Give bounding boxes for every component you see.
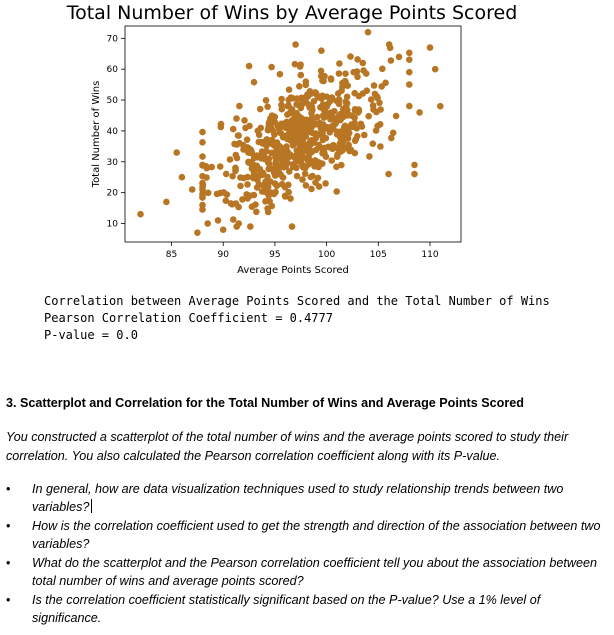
data-point [278,96,285,103]
x-axis-ticks [166,242,439,260]
data-point [299,95,306,102]
bullet-icon: • [6,556,11,570]
y-tick-label: 30 [106,157,118,168]
data-point [235,132,242,139]
question-list [6,480,610,627]
data-point [244,136,251,143]
data-point [348,121,355,128]
data-point [370,106,377,113]
data-point [318,95,325,102]
data-point [406,50,413,57]
data-point [199,191,206,198]
data-point [432,66,439,73]
x-tick-label: 105 [369,250,387,260]
data-point [333,164,340,171]
data-point [235,220,242,227]
data-point [194,229,201,236]
data-point [279,106,286,113]
data-point [263,189,270,196]
data-point [266,161,273,168]
question-text: Is the correlation coefficient statistically significant based on the P-value? Use a 1% level of significance. [32,593,541,625]
data-point [406,56,413,63]
data-point [378,83,385,90]
data-point [199,153,206,160]
data-point [320,78,327,85]
data-point [312,120,319,127]
data-point [230,216,237,223]
data-point [396,54,403,61]
question-text[interactable]: In general, how are data visualization techniques used to study relationship trends between two variables? [32,482,564,514]
data-point [322,108,329,115]
data-point [327,109,334,116]
data-point [290,161,297,168]
data-point [199,202,206,209]
data-point [288,94,295,101]
y-tick-label: 60 [106,65,118,76]
data-point [205,190,212,197]
data-point [295,102,302,109]
data-point [254,166,261,173]
data-point [285,182,292,189]
data-point [341,111,348,118]
data-point [230,126,237,133]
data-point [299,176,306,183]
data-point [262,198,269,205]
data-point [303,182,310,189]
data-point [264,103,271,110]
data-point [240,146,247,153]
data-point [250,173,257,180]
data-point [345,128,352,135]
data-point [237,174,244,181]
data-point [338,134,345,141]
data-point [246,63,253,70]
data-points [137,29,443,236]
data-point [234,141,241,148]
x-axis-label: Average Points Scored [237,265,349,276]
data-point [189,186,196,193]
data-point [285,102,292,109]
question-item [6,517,610,553]
data-point [321,114,328,121]
data-point [327,116,334,123]
data-point [232,165,239,172]
data-point [269,112,276,119]
data-point [336,101,343,108]
data-point [372,91,379,98]
data-point [292,41,299,48]
data-point [406,81,413,88]
data-point [199,139,206,146]
data-point [229,173,236,180]
data-point [277,171,284,178]
data-point [328,157,335,164]
data-point [260,182,267,189]
data-point [294,173,301,180]
data-point [308,174,315,181]
data-point [328,76,335,83]
data-point [137,211,144,218]
data-point [235,204,242,211]
data-point [242,125,249,132]
data-point [264,136,271,143]
data-point [251,79,258,86]
question-text: What do the scatterplot and the Pearson correlation coefficient tell you about the association between total number of wins and average points scored? [32,556,597,588]
chart-title: Total Number of Wins by Average Points Scored [66,2,518,24]
data-point [315,175,322,182]
data-point [360,60,367,67]
data-point [342,79,349,86]
data-point [329,94,336,101]
output-line-pvalue: P-value = 0.0 [44,328,138,342]
data-point [234,155,241,162]
data-point [295,115,302,122]
stats-output [44,293,550,344]
data-point [263,143,270,150]
data-point [215,217,222,224]
data-point [411,162,418,169]
data-point [290,142,297,149]
data-point [371,82,378,89]
data-point [349,113,356,120]
bullet-icon: • [6,593,11,607]
data-point [286,168,293,175]
data-point [347,53,354,60]
y-tick-label: 10 [106,219,118,230]
data-point [342,98,349,105]
data-point [437,103,444,110]
data-point [263,97,270,104]
data-point [306,151,313,158]
data-point [387,45,394,52]
text-cursor [91,499,92,513]
data-point [270,127,277,134]
data-point [247,192,254,199]
data-point [261,153,268,160]
data-point [227,156,234,163]
data-point [199,129,206,136]
data-point [346,148,353,155]
data-point [247,223,254,230]
data-point [286,86,293,93]
data-point [173,149,180,156]
data-point [288,110,295,117]
question-item [6,480,610,516]
x-tick-label: 100 [318,250,336,260]
data-point [179,174,186,181]
data-point [351,90,358,97]
data-point [339,147,346,154]
data-point [276,151,283,158]
data-point [313,130,320,137]
data-point [316,159,323,166]
data-point [366,153,373,160]
data-point [233,115,240,122]
data-point [254,184,261,191]
data-point [377,106,384,113]
data-point [427,44,434,51]
data-point [393,113,400,120]
data-point [361,132,368,139]
data-point [350,69,357,76]
data-point [316,142,323,149]
bullet-icon: • [6,519,11,533]
data-point [303,82,310,89]
question-item [6,554,610,590]
y-tick-label: 20 [106,188,118,199]
data-point [406,69,413,76]
data-point [272,166,279,173]
data-point [309,104,316,111]
section-heading: 3. Scatterplot and Correlation for the Total Number of Wins and Average Points Scored [6,396,524,410]
data-point [342,70,349,77]
data-point [411,171,418,178]
data-point [248,150,255,157]
data-point [360,67,367,74]
data-point [199,184,206,191]
question-item [6,591,610,627]
data-point [296,83,303,90]
data-point [329,143,336,150]
data-point [318,47,325,54]
output-line-pearson: Pearson Correlation Coefficient = 0.4777 [44,311,333,325]
data-point [308,90,315,97]
data-point [326,126,333,133]
data-point [268,64,275,71]
x-tick-label: 95 [269,250,281,260]
data-point [374,123,381,130]
data-point [223,171,230,178]
data-point [377,143,384,150]
data-point [277,71,284,78]
data-point [278,161,285,168]
data-point [336,70,343,77]
data-point [368,96,375,103]
data-point [358,121,365,128]
data-point [322,180,329,187]
data-point [292,61,299,68]
data-point [274,139,281,146]
data-point [241,117,248,124]
data-point [272,189,279,196]
data-point [302,170,309,177]
output-line-correlation: Correlation between Average Points Scored and the Total Number of Wins [44,294,550,308]
data-point [203,174,210,181]
data-point [249,203,256,210]
data-point [333,188,340,195]
data-point [224,191,231,198]
data-point [360,90,367,97]
y-axis-ticks [107,34,125,229]
data-point [325,100,332,107]
data-point [272,172,279,179]
data-point [244,181,251,188]
data-point [302,165,309,172]
data-point [316,183,323,190]
x-tick-label: 90 [217,250,229,260]
y-tick-label: 40 [106,126,118,137]
data-point [199,162,206,169]
question-section [6,396,610,628]
data-point [220,226,227,233]
scatter-chart [0,0,614,290]
x-tick-label: 85 [165,250,178,260]
data-point [274,183,281,190]
data-point [365,113,372,120]
bullet-icon: • [6,482,11,496]
y-tick-label: 50 [106,96,118,107]
data-point [267,178,274,185]
data-point [365,29,372,36]
data-point [163,199,170,206]
data-point [416,109,423,116]
question-text: How is the correlation coefficient used to get the strength and direction of the association between two variables? [32,519,601,551]
data-point [370,140,377,147]
data-point [254,128,261,135]
data-point [264,205,271,212]
data-point [253,209,260,216]
data-point [388,57,395,64]
data-point [218,124,225,131]
data-point [236,103,243,110]
data-point [208,164,215,171]
data-point [298,72,305,79]
data-point [385,171,392,178]
data-point [406,103,413,110]
section-intro: You constructed a scatterplot of the total number of wins and the average points scored to study their correlation. You also calculated the Pearson correlation coefficient along with its P-value. [6,430,569,463]
data-point [390,130,397,137]
data-point [289,223,296,230]
data-point [282,193,289,200]
data-point [352,136,359,143]
y-axis-label: Total Number of Wins [91,80,102,188]
data-point [217,163,224,170]
data-point [335,90,342,97]
data-point [283,146,290,153]
data-point [297,61,304,68]
x-tick-label: 110 [421,250,439,260]
data-point [308,186,315,193]
data-point [217,190,224,197]
data-point [204,220,211,227]
data-point [229,201,236,208]
y-tick-label: 70 [106,34,118,45]
data-point [237,183,244,190]
data-point [281,123,288,130]
data-point [257,106,264,113]
data-point [266,121,273,128]
data-point [336,60,343,67]
data-point [301,128,308,135]
data-point [258,172,265,179]
data-point [379,66,386,73]
